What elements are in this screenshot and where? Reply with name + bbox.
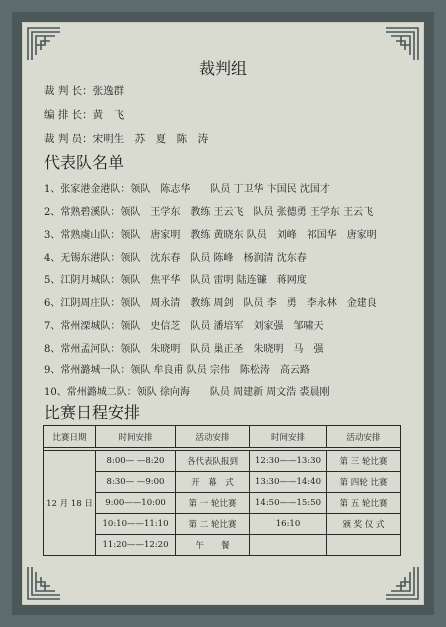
table-cell: 第 三 轮比赛: [327, 451, 401, 472]
team-item: 4、无锡东港队：领队 沈东春 队员 陈峰 杨润清 沈东春: [44, 253, 307, 264]
table-cell: 颁 奖 仪 式: [327, 514, 401, 535]
referee-title: 裁判组: [198, 59, 247, 78]
teams-heading: 代表队名单: [44, 153, 125, 172]
table-cell: 第 一 轮比赛: [176, 493, 250, 514]
table-cell: 9:00——10:00: [96, 493, 176, 514]
team-item: 7、常州溧城队：领队 史信芝 队员 潘培军 刘家强 邹啸天: [44, 321, 324, 332]
chief-arranger: 编 排 长：黄 飞: [44, 109, 125, 121]
table-cell: 第 五 轮比赛: [327, 493, 401, 514]
team-item: 5、江阴月城队：领队 焦平华 队员 雷明 陆连镰 蒋网度: [44, 275, 307, 286]
table-cell: 第 二 轮比赛: [176, 514, 250, 535]
table-cell: [327, 535, 401, 556]
corner-ornament-icon: [27, 566, 61, 600]
team-item: 8、常州孟河队：领队 朱晓明 队员 巢正圣 朱晓明 马 强: [44, 344, 324, 355]
table-cell: 各代表队报到: [176, 451, 250, 472]
corner-ornament-icon: [385, 566, 419, 600]
schedule-heading: 比赛日程安排: [44, 403, 141, 422]
table-row: [44, 535, 401, 556]
header-time-am: 时间安排: [96, 426, 176, 448]
date-cell: 12 月 18 日: [44, 451, 96, 556]
header-time-pm: 时间安排: [250, 426, 327, 448]
table-cell: 10:10——11:10: [96, 514, 176, 535]
team-item: 9、常州潞城一队：领队 牟良甫 队员 宗伟 陈松涛 高云路: [44, 365, 310, 376]
table-row: [44, 451, 401, 472]
header-date: 比赛日期: [44, 426, 96, 448]
table-cell: 8:30— —9:00: [96, 472, 176, 493]
table-cell: 第 四轮 比赛: [327, 472, 401, 493]
table-cell: 13:30——14:40: [250, 472, 327, 493]
header-activity-pm: 活动安排: [327, 426, 401, 448]
team-item: 10、常州潞城二队：领队 徐向海 队员 周建新 周文浩 裘晨刚: [44, 387, 330, 398]
table-cell: 12:30——13:30: [250, 451, 327, 472]
table-cell: [250, 535, 327, 556]
table-cell: 16:10: [250, 514, 327, 535]
chief-referee: 裁 判 长：张逸群: [44, 85, 125, 97]
table-cell: 14:50——15:50: [250, 493, 327, 514]
table-row: [44, 472, 401, 493]
table-row: [44, 514, 401, 535]
table-cell: 11:20——12:20: [96, 535, 176, 556]
table-cell: 午 餐: [176, 535, 250, 556]
team-item: 1、张家港金港队：领队 陈志华 队员 丁卫华 卞国民 沈国才: [44, 184, 330, 195]
table-row: [44, 493, 401, 514]
schedule-table: [43, 425, 401, 556]
team-item: 6、江阴周庄队：领队 周永清 教练 周剑 队员 李 勇 李永林 金建良: [44, 298, 377, 309]
table-header-row: [44, 426, 401, 448]
header-activity-am: 活动安排: [176, 426, 250, 448]
table-cell: 8:00— —8:20: [96, 451, 176, 472]
referee-members: 裁 判 员：宋明生 苏 夏 陈 涛: [44, 133, 209, 145]
table-cell: 开 幕 式: [176, 472, 250, 493]
team-item: 3、常熟虞山队：领队 唐家明 教练 黄晓东 队员 刘峰 祁国华 唐家明: [44, 230, 377, 241]
team-item: 2、常熟碧溪队：领队 王学东 教练 王云飞 队员 张德勇 王学东 王云飞: [44, 207, 374, 218]
